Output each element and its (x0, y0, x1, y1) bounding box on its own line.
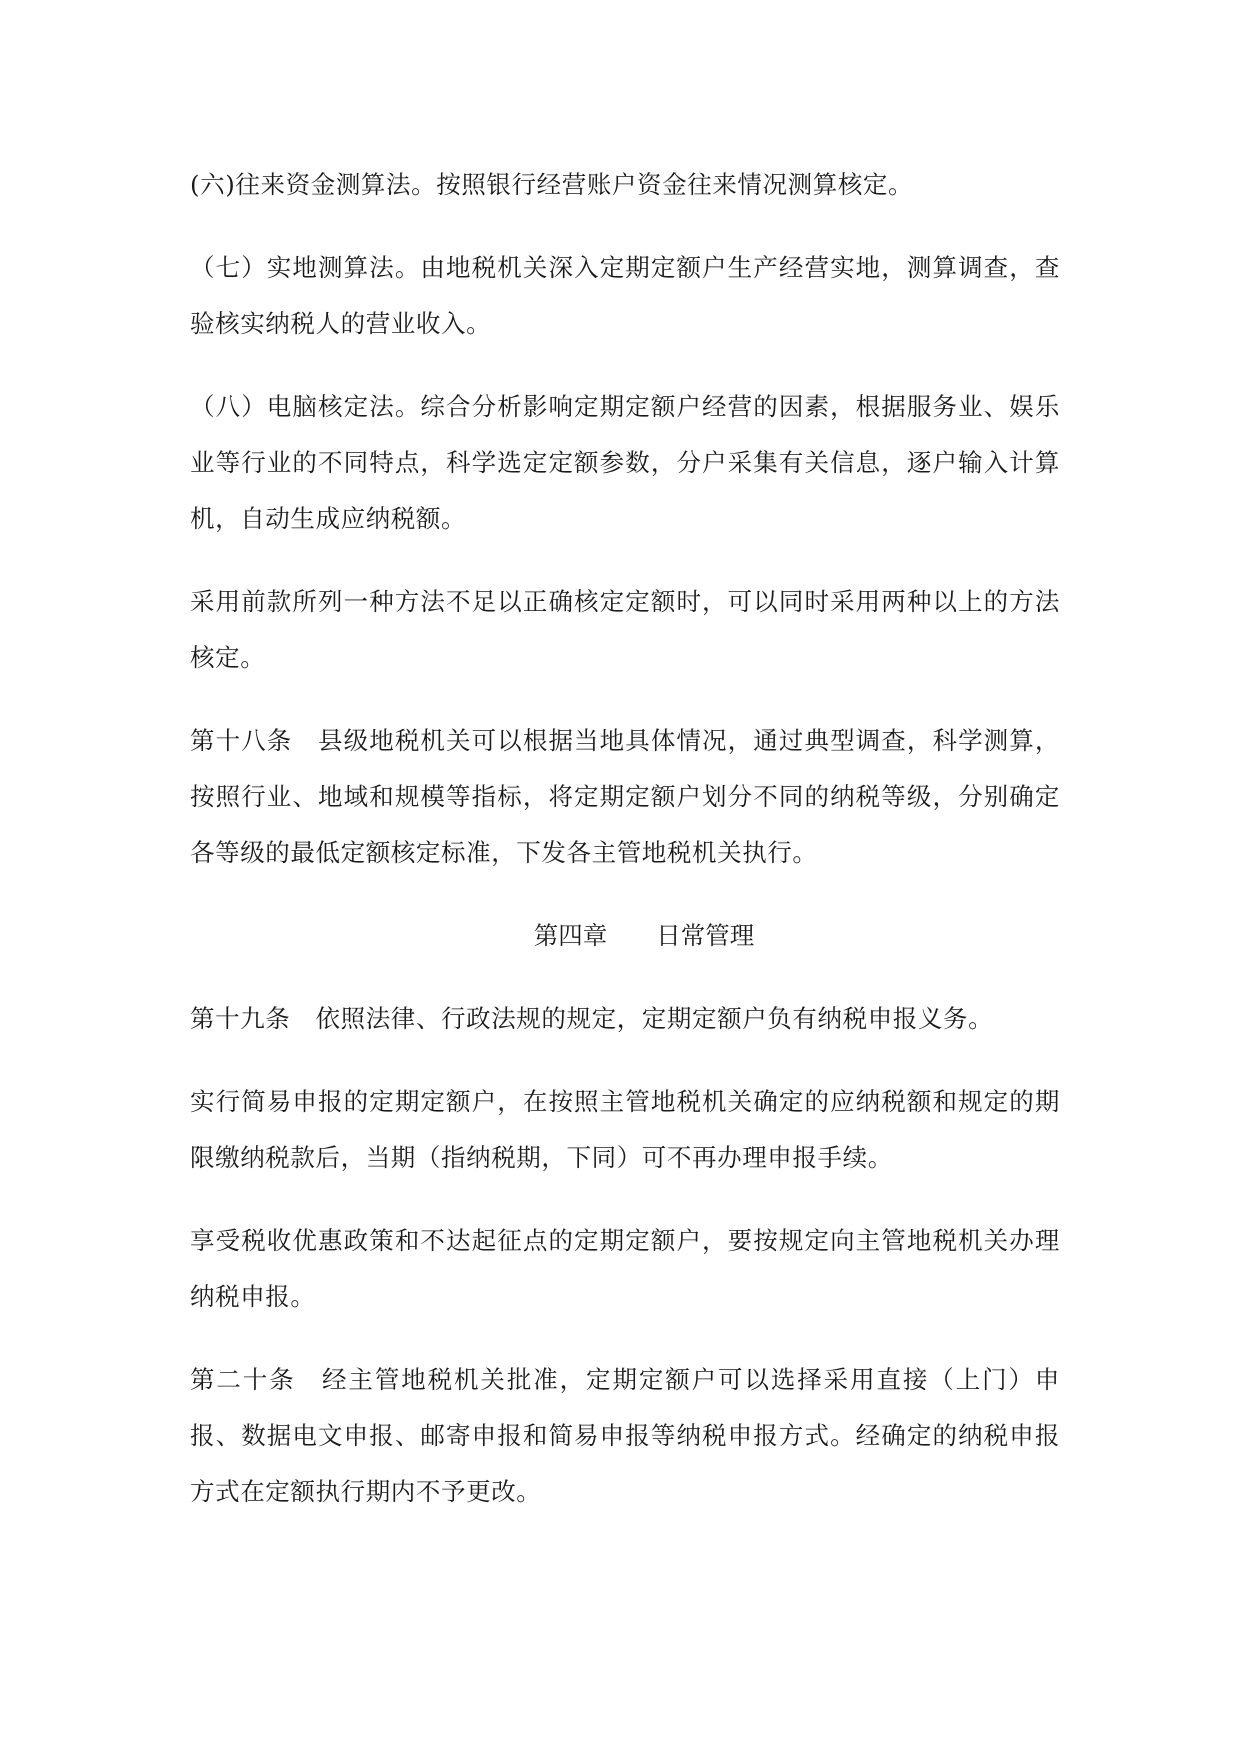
document-body (190, 157, 1060, 1520)
chapter-heading: 第四章 日常管理 (533, 921, 755, 950)
paragraph-spacer (190, 881, 1060, 908)
paragraph-spacer (190, 1186, 1060, 1213)
paragraph-simple-filing: 实行简易申报的定期定额户，在按照主管地税机关确定的应纳税额和规定的期限缴纳税款后，当期（指纳税期，下同）可不再办理申报手续。 (190, 1087, 1060, 1172)
paragraph-article-18: 第十八条 县级地税机关可以根据当地具体情况，通过典型调查，科学测算，按照行业、地域和规模等指标，将定期定额户划分不同的纳税等级，分别确定各等级的最低定额核定标准，下发各主管地税机关执行。 (190, 726, 1060, 867)
paragraph-spacer (190, 213, 1060, 240)
paragraph-method-6: (六)往来资金测算法。按照银行经营账户资金往来情况测算核定。 (190, 170, 914, 199)
paragraph-spacer (190, 547, 1060, 574)
paragraph-method-8: （八）电脑核定法。综合分析影响定期定额户经营的因素，根据服务业、娱乐业等行业的不同特点，科学选定定额参数，分户采集有关信息，逐户输入计算机，自动生成应纳税额。 (190, 392, 1060, 533)
paragraph-spacer (190, 964, 1060, 991)
paragraph-combined-methods: 采用前款所列一种方法不足以正确核定定额时，可以同时采用两种以上的方法核定。 (190, 587, 1060, 672)
paragraph-method-7: （七）实地测算法。由地税机关深入定期定额户生产经营实地，测算调查，查验核实纳税人的营业收入。 (190, 253, 1060, 338)
paragraph-spacer (190, 352, 1060, 379)
paragraph-spacer (190, 1047, 1060, 1074)
paragraph-spacer (190, 1325, 1060, 1352)
paragraph-article-19: 第十九条 依照法律、行政法规的规定，定期定额户负有纳税申报义务。 (190, 1004, 994, 1033)
paragraph-article-20: 第二十条 经主管地税机关批准，定期定额户可以选择采用直接（上门）申报、数据电文申报、邮寄申报和简易申报等纳税申报方式。经确定的纳税申报方式在定额执行期内不予更改。 (190, 1365, 1060, 1506)
paragraph-preferential-policy: 享受税收优惠政策和不达起征点的定期定额户，要按规定向主管地税机关办理纳税申报。 (190, 1226, 1060, 1311)
paragraph-spacer (190, 686, 1060, 713)
